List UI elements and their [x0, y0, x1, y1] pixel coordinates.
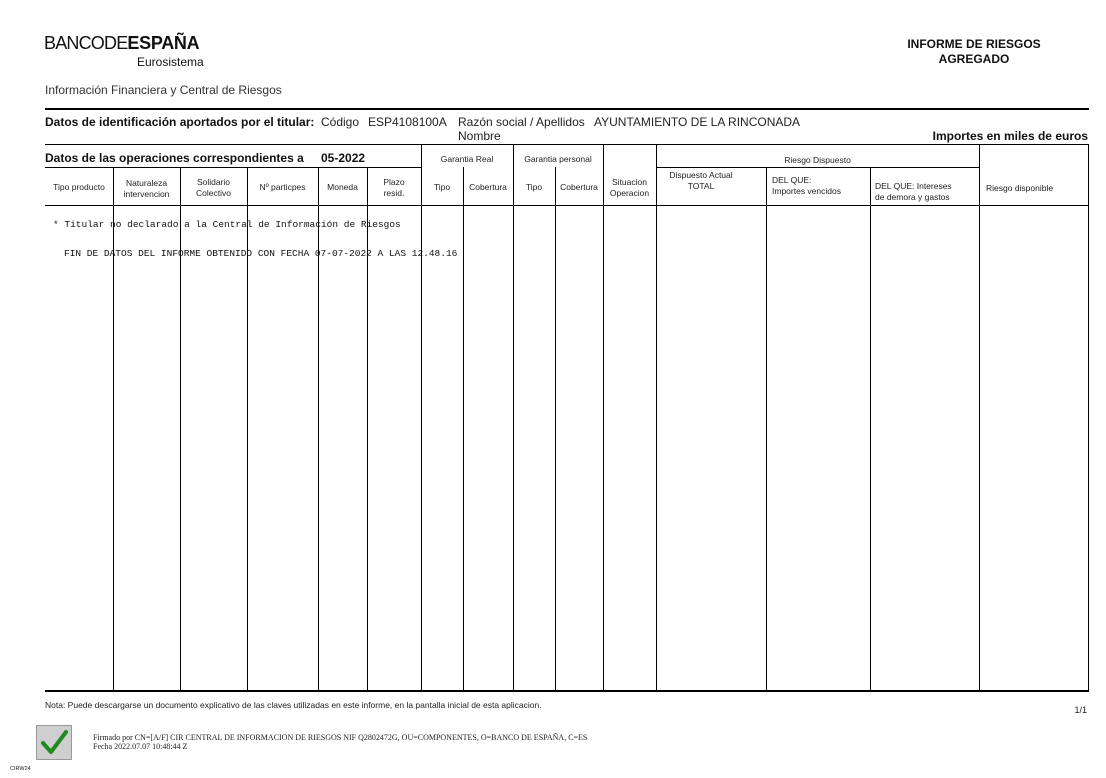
report-title	[874, 37, 1074, 67]
col-garantia-real-tipo: Tipo	[433, 182, 451, 192]
signature-text	[93, 733, 587, 751]
operations-date: 05-2022	[321, 151, 366, 165]
col-divider	[513, 144, 514, 690]
codigo-value: ESP4108100A	[368, 115, 447, 129]
col-vencidos-line2: Importes vencidos	[772, 186, 841, 196]
signature-badge	[36, 725, 72, 760]
logo	[44, 33, 199, 54]
col-naturaleza-line1: Naturaleza	[125, 178, 168, 188]
col-garantia-personal-cobertura: Cobertura	[560, 182, 598, 192]
col-divider	[247, 167, 248, 690]
group-garantia-personal: Garantia personal	[524, 154, 592, 164]
group-riesgo-dispuesto: Riesgo Dispuesto	[784, 155, 851, 165]
nombre-label: Nombre	[458, 129, 501, 143]
col-divider	[113, 167, 114, 690]
col-importes-vencidos	[772, 175, 868, 197]
col-situacion-line2: Operacion	[609, 188, 650, 198]
col-divider	[318, 167, 319, 690]
col-vencidos-line1: DEL QUE:	[772, 175, 812, 185]
col-riesgo-disponible: Riesgo disponible	[986, 183, 1054, 193]
col-divider	[656, 144, 657, 690]
operations-label: Datos de las operaciones correspondientes a	[45, 151, 304, 165]
header-mid-line-right	[656, 167, 979, 168]
header-mid-line-left	[45, 167, 421, 168]
razon-social-value: AYUNTAMIENTO DE LA RINCONADA	[594, 115, 801, 129]
col-dispuesto-line1: Dispuesto Actual	[669, 170, 733, 180]
col-divider	[180, 167, 181, 690]
col-divider	[421, 144, 422, 690]
report-title-line1: INFORME DE RIESGOS	[907, 37, 1041, 51]
codigo-label: Código	[321, 115, 360, 129]
logo-espana-text: ESPAÑA	[127, 33, 200, 53]
header-bottom-line	[45, 205, 1089, 206]
header-divider	[45, 108, 1089, 110]
titular-no-declarado-text: * Titular no declarado a la Central de Información de Riesgos	[53, 219, 401, 230]
col-intereses-line2: de demora y gastos	[875, 192, 950, 202]
logo-subtitle: Eurosistema	[137, 55, 204, 69]
group-garantia-real: Garantia Real	[440, 154, 494, 164]
col-garantia-real-cobertura: Cobertura	[469, 182, 507, 192]
logo-de-text: DE	[104, 33, 128, 53]
signature-fecha: Fecha 2022.07.07 10:48:44 Z	[93, 742, 188, 751]
form-code: CIRW24	[10, 766, 31, 772]
col-solidario-line2: Colectivo	[196, 188, 231, 198]
col-intereses-line1: DEL QUE: Intereses	[875, 181, 952, 191]
col-tipo-producto: Tipo producto	[53, 182, 105, 192]
table-bottom-line	[45, 690, 1089, 692]
page-subtitle: Información Financiera y Central de Riesgos	[45, 83, 282, 97]
col-divider	[766, 167, 767, 690]
col-naturaleza	[113, 178, 180, 200]
col-divider	[870, 167, 871, 690]
col-divider	[603, 144, 604, 690]
col-dispuesto-actual	[656, 170, 746, 192]
col-dispuesto-line2: TOTAL	[687, 181, 715, 191]
razon-social-label: Razón social / Apellidos	[458, 115, 585, 129]
col-moneda: Moneda	[327, 182, 358, 192]
col-divider	[367, 167, 368, 690]
importes-note: Importes en miles de euros	[932, 129, 1088, 143]
col-naturaleza-line2: intervencion	[123, 189, 170, 199]
col-divider	[979, 144, 980, 690]
footer-note: Nota: Puede descargarse un documento explicativo de las claves utilizadas en este informe, en la pantalla inicial de esta aplicacion.	[45, 700, 542, 710]
col-situacion-line1: Situacion	[612, 177, 647, 187]
col-garantia-personal-tipo: Tipo	[525, 182, 543, 192]
col-solidario	[180, 177, 247, 199]
checkmark-icon	[37, 726, 71, 759]
col-divider	[555, 167, 556, 690]
table-right-border	[1088, 144, 1089, 690]
col-participes: Nº particpes	[259, 182, 306, 192]
identification-label: Datos de identificación aportados por el titular:	[45, 115, 315, 129]
col-plazo	[367, 177, 421, 199]
col-intereses-demora	[875, 181, 978, 203]
col-situacion	[603, 177, 656, 199]
fin-datos-text: FIN DE DATOS DEL INFORME OBTENIDO CON FECHA 07-07-2022 A LAS 12.48.16	[64, 248, 458, 259]
col-solidario-line1: Solidario	[196, 177, 231, 187]
page-number: 1/1	[1074, 705, 1087, 715]
col-plazo-line2: resid.	[383, 188, 405, 198]
col-divider	[463, 167, 464, 690]
table-top-line	[45, 144, 1089, 145]
logo-banco-text: BANCO	[44, 33, 105, 53]
report-title-line2: AGREGADO	[938, 52, 1010, 66]
col-plazo-line1: Plazo	[383, 177, 405, 187]
signature-firmado: Firmado por CN=[A/F] CIR CENTRAL DE INFORMACION DE RIESGOS NIF Q2802472G, OU=COMPONENTES, O=BANCO DE ESPAÑA, C=ES	[93, 733, 588, 742]
